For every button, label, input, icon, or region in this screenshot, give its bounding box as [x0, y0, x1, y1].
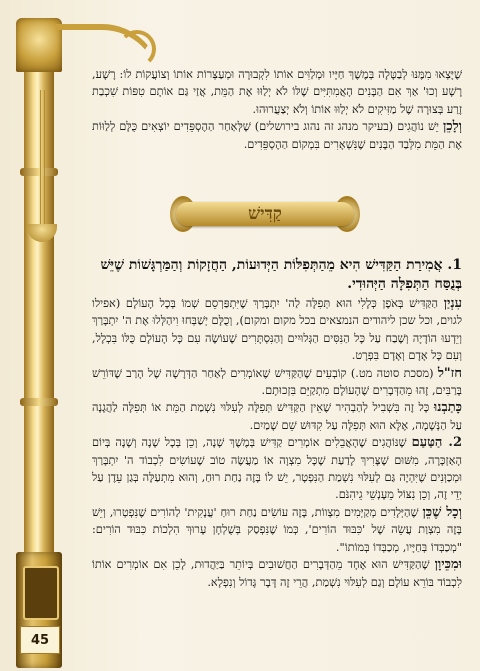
paragraph-4 — [92, 434, 462, 504]
section-title: קַדִּישׁ — [248, 204, 282, 224]
column-pedestal — [16, 552, 62, 668]
intro-text — [92, 66, 462, 153]
paragraph-body: שֶׁהַיְּלָדִים מְקַיְּמִים מִצְווֹת, בָּזֶה עוֹשִׂים נַחַת רוּחַ 'עֲנָקִית' לַהוֹרִים שֶׁנִּפְטְרוּ, וְיֵשׁ בָּזֶה מִצְוַת עֲשֵׂה שֶׁל 'כִּבּוּד הוֹרִים', כְּמוֹ שֶׁנִּפְסַק בְּשֻׁלְחָן עָרוּךְ הִלְכוֹת כִּבּוּד הוֹרִים: "מְכַבְּדוֹ בְּחַיָּיו, מְכַבְּדוֹ בְּמוֹתוֹ". — [92, 505, 462, 554]
paragraph-lead: 2. הַטַּעַם — [411, 435, 462, 451]
decorative-column — [22, 18, 56, 668]
lamp-chain — [44, 90, 45, 226]
paragraph-lead: וְלָכֵן — [442, 119, 463, 135]
paragraph-lead: כָּתַבְנוּ — [433, 400, 462, 416]
section-heading: 1. אֲמִירַת הַקַּדִּישׁ הִיא מֵהַתְּפִלּוֹת הַיְּדוּעוֹת, הַחֲזָקוֹת וְהַמַּרְגָּשׁוֹת שֶׁיֵּשׁ בְּנֻסַּח הַתְּפִלָּה הַיְּהוּדִי. — [100, 257, 462, 292]
paragraph-lead: וְכָל שֶׁכֵּן — [422, 504, 462, 520]
paragraph-body: יֵשׁ נוֹהֲגִים (בעיקר מנהג זה נהוג בירושלים) שֶׁלְּאַחַר הַהֶסְפֵּדִים יוֹצְאִים כֻּלָּם לְלַוּוֹת אֶת הַמֵּת מִלְּבַד הַבָּנִים שֶׁנִּשְׁאָרִים בִּמְקוֹם הַהֶסְפֵּדִים. — [92, 120, 462, 151]
paragraph-lead: עִנְיַן — [443, 296, 462, 311]
paragraph-body: שֶׁהַקַּדִּישׁ הוּא אֶחָד מֵהַדְּבָרִים הַחֲשׁוּבִים בְּיוֹתֵר בַּיַּהֲדוּת, לָכֵן אִם אוֹמְרִים אוֹתוֹ לִכְבוֹד בּוֹרֵא עוֹלָם וְגַם לְעִלּוּי נִשְׁמַת, הֲרֵי זֶה דָּבָר גָּדוֹל וְנִפְלָא. — [92, 558, 462, 589]
section-banner — [176, 194, 354, 234]
paragraph-body: כָּל זֶה בִּשְׁבִיל לְהַבְהִיר שֶׁאֵין הַקַּדִּישׁ תְּפִלָּה לְעִלּוּי נִשְׁמַת הַמֵּת אוֹ תְּפִלָּה לַהֲגָנָה עַל הַנְּשָׁמָה, אֶלָּא הוּא תְּפִלָּה עַל קִדּוּשׁ שֵׁם שָׁמַיִם. — [92, 401, 462, 432]
paragraph-body: שֶׁנּוֹהֲגִים שֶׁהָאֲבֵלִים אוֹמְרִים קַדִּישׁ בְּמֶשֶׁךְ שָׁנָה, וְכֵן בְּכָל שָׁנָה וְשָׁנָה בְּיוֹם הָאַזְכָּרָה, מִשּׁוּם שֶׁצָּרִיךְ לָדַעַת שֶׁכָּל מִצְוָה אוֹ מַעֲשֶׂה טוֹב שֶׁעוֹשִׂים לִכְבוֹד ה' יִתְבָּרַךְ וּמְכַוְּנִים שֶׁיִּהְיֶה גַּם לְעִלּוּי נִשְׁמַת הַנִּפְטָר, יֵשׁ לוֹ בָּזֶה נַחַת רוּחַ, וְהוּא מִתְעַלֶּה בְּגַן עֵדֶן עַל יְדֵי זֶה, וְכֵן נִצּוֹל מֵעָנְשֵׁי גֵיהִנֹּם. — [92, 436, 462, 502]
paragraph-5 — [92, 504, 462, 556]
bracket-scroll — [118, 30, 156, 68]
paragraph-3 — [92, 399, 462, 434]
lamp-chain — [40, 90, 41, 226]
intro-paragraph: שֶׁיָּצְאוּ מִמֶּנּוּ לְבַטָּלָה בְּמֶשֶׁךְ חַיָּיו וּמְלַוִּים אוֹתוֹ לִקְבוּרָה וּמְעַצְּרוֹת אוֹתוֹ וְצוֹעֲקוֹת לוֹ: רָשָׁע, רָשָׁע וְכוּ' אַךְ אִם הַבָּנִים הָאֲמִתִּיִּים שֶׁלּוֹ לֹא יְלַוּוּ אֶת הַמֵּת, אֲזַי גַּם אוֹתָם טִפּוֹת שִׁכְבַת זֶרַע בְּצוּרָה שֶׁל מַזִּיקִים לֹא יְלַוּוּ אוֹתוֹ וְלֹא יְצַעֲרוּהוּ. — [92, 68, 462, 116]
paragraph-2 — [92, 365, 462, 400]
paragraph-lead: חז"ל — [437, 365, 462, 381]
paragraph-body: (מסכת סוטה מט.) קוֹבְעִים שֶׁהַקַּדִּישׁ שֶׁאוֹמְרִים לְאַחַר הַדְּרָשָׁה שֶׁל הָרַב שֶׁדּוֹרֵשׁ בָּרַבִּים, זֶהוּ מֵהַדְּבָרִים שֶׁהָעוֹלָם מִתְקַיֵּם בִּזְכוּתָם. — [92, 366, 462, 398]
page-number-box — [20, 626, 60, 654]
paragraph-lead: וּמִכֵּיוָן — [434, 557, 462, 573]
body-text — [92, 295, 462, 591]
page-number: 45 — [30, 632, 50, 648]
column-shaft — [24, 72, 54, 552]
paragraph-6 — [92, 556, 462, 591]
column-ring — [20, 168, 58, 176]
paragraph-1 — [92, 295, 462, 365]
column-ring — [20, 398, 58, 406]
ornament-panel — [23, 566, 59, 620]
paragraph-body: הַקַּדִּישׁ בְּאֹפֶן כְּלָלִי הוּא תְּפִלָּה לַה' יִתְבָּרַךְ שֶׁיִּתְפַּרְסֵם שְׁמוֹ בְּכָל הָעוֹלָם (אפילו לגוים, וכל שכן ליהודים הנמצאים בכל מקום ומקום), וְכֻלָּם יְשַׁבְּחוּ וִיהַלְּלוּ אֶת ה' יִתְבָּרַךְ וְיֵדְעוּ הוֹדָיָה וְשֶׁבַח עַל כָּל הַנִּסִּים הַגְּלוּיִים וְהַנִּסְתָּרִים שֶׁעוֹשֶׂה עִם כָּל הָעוֹלָם כֻּלּוֹ בִּכְלָל, וְעִם כָּל אָדָם וְאָדָם בִּפְרָט. — [92, 297, 462, 363]
lachen-paragraph — [92, 118, 462, 153]
